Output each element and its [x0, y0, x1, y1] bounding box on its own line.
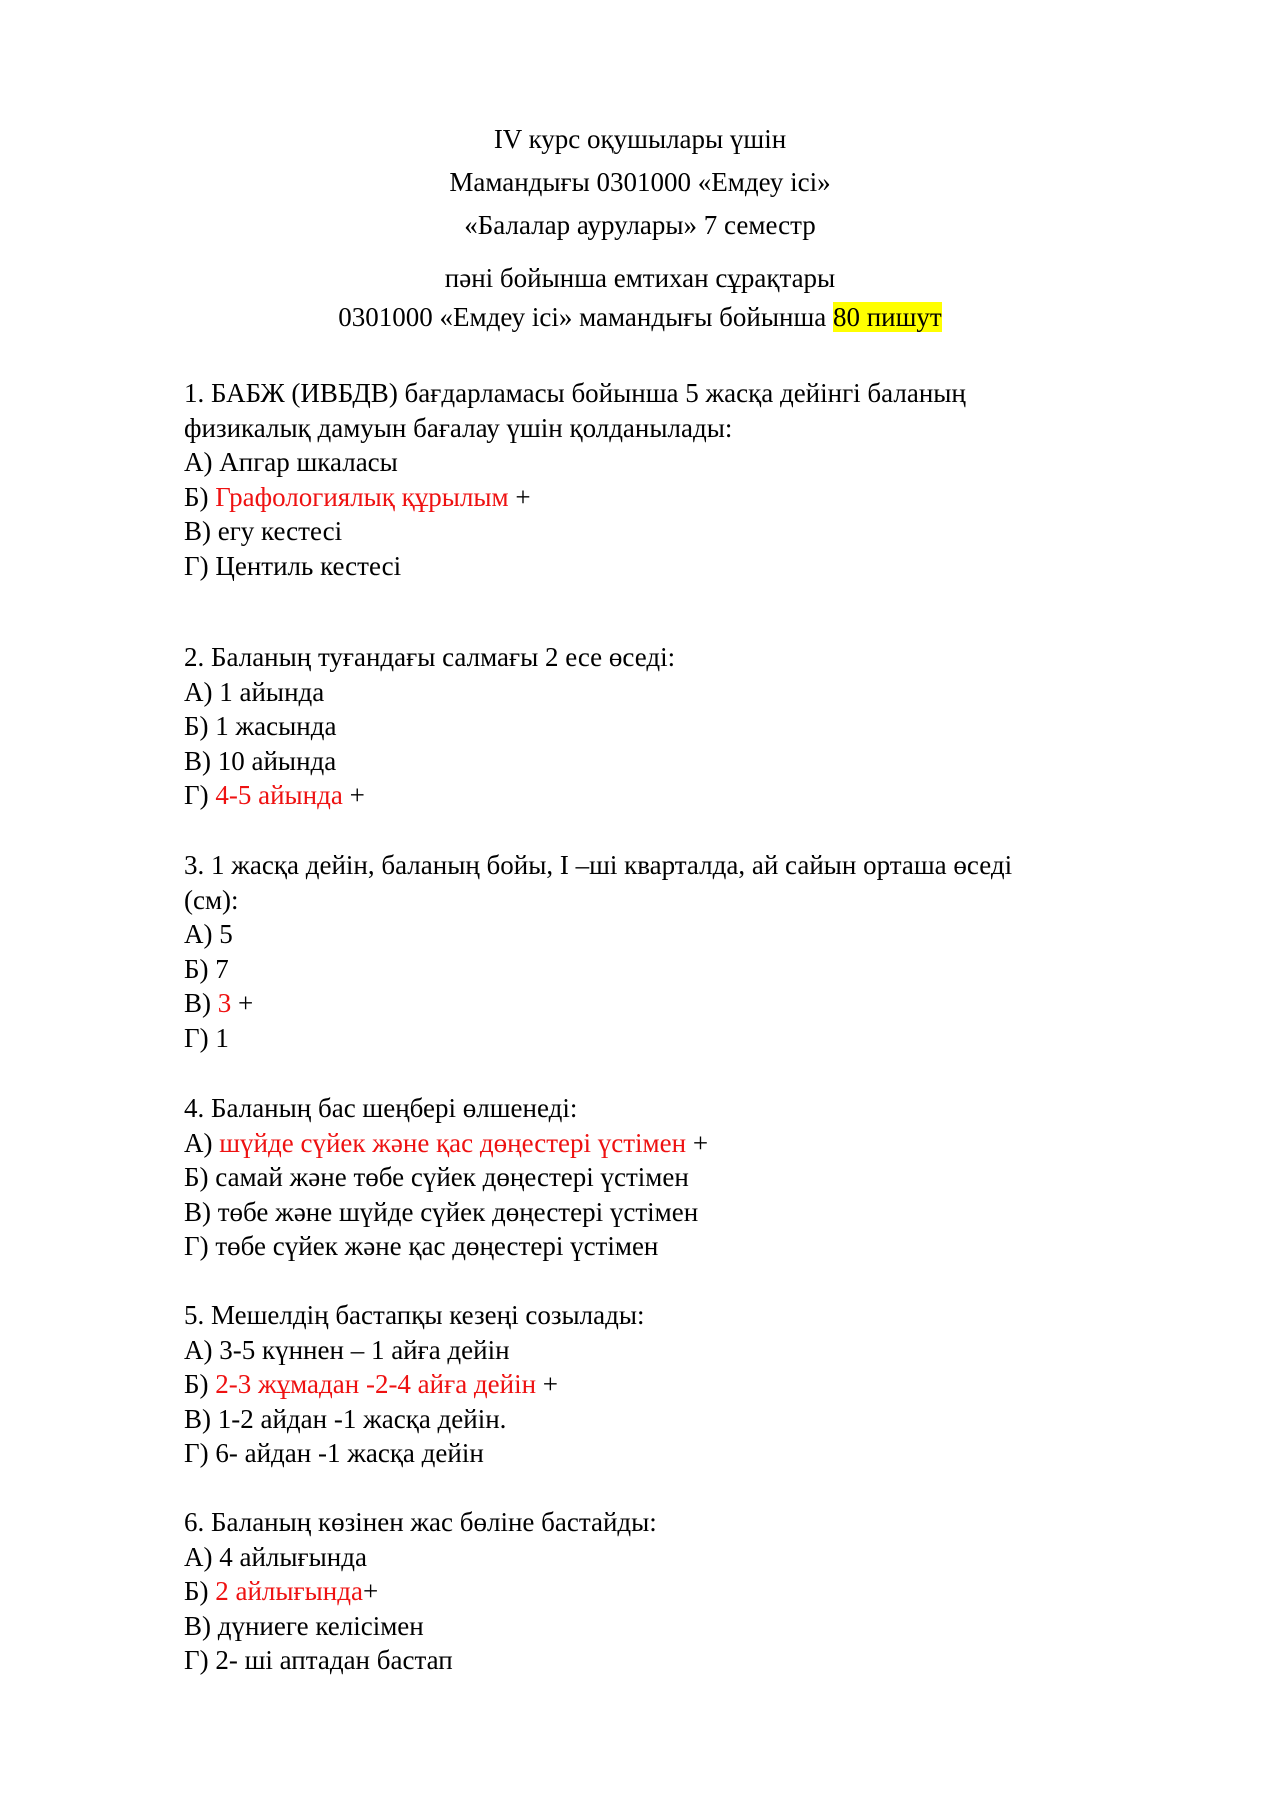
option-c — [184, 1195, 1144, 1230]
option-prefix: Г) — [184, 1022, 216, 1053]
question-3 — [184, 848, 1144, 1055]
option-prefix: Г) — [184, 550, 216, 581]
option-prefix: Г) — [184, 1438, 216, 1468]
correct-answer-text: Графологиялық құрылым — [215, 481, 509, 512]
option-b — [184, 1367, 1144, 1402]
question-stem: физикалық дамуын бағалау үшін қолданылады: — [184, 412, 733, 443]
header-specialty: Мамандығы 0301000 «Емдеу ісі» — [449, 167, 831, 197]
option-text: 1 айында — [219, 676, 325, 707]
option-text: дүниеге келісімен — [217, 1610, 424, 1641]
option-prefix: Б) — [184, 953, 216, 984]
option-text: 7 — [215, 953, 229, 984]
option-prefix: Б) — [184, 1162, 216, 1192]
option-b — [184, 1160, 1144, 1195]
correct-answer-text: шүйде сүйек және қас дөңестері үстімен — [219, 1127, 687, 1158]
option-d — [184, 1436, 1144, 1471]
question-stem: 6. Баланың көзінен жас бөліне бастайды: — [184, 1507, 657, 1537]
question-1 — [184, 376, 1144, 583]
option-a — [184, 1333, 1144, 1368]
option-prefix: А) — [184, 1127, 220, 1158]
option-prefix: Б) — [184, 1576, 216, 1606]
option-b — [184, 952, 1144, 987]
option-prefix: Г) — [184, 1231, 216, 1261]
question-6 — [184, 1505, 1144, 1678]
option-b — [184, 480, 1144, 515]
option-c — [184, 1609, 1144, 1644]
correct-mark: + — [686, 1127, 709, 1158]
question-stem: 2. Баланың туғандағы салмағы 2 есе өседі: — [184, 642, 676, 672]
option-text: 1-2 айдан -1 жасқа дейін. — [217, 1403, 507, 1434]
option-text: 1 — [215, 1022, 229, 1053]
option-prefix: В) — [184, 745, 218, 776]
option-prefix: В) — [184, 1610, 218, 1641]
option-text: егу кестесі — [217, 516, 343, 546]
option-prefix: В) — [184, 516, 218, 546]
correct-answer-text: 3 — [217, 988, 232, 1018]
correct-mark: + — [231, 988, 254, 1018]
highlighted-count: 80 пишут — [832, 302, 942, 332]
header-exam-title: пәні бойынша емтихан сұрақтары — [444, 263, 836, 293]
option-d — [184, 549, 1144, 584]
option-text: 3-5 күннен – 1 айға дейін — [219, 1334, 510, 1365]
option-prefix: В) — [184, 1196, 218, 1227]
option-text: Апгар шкаласы — [219, 447, 398, 477]
option-a — [184, 917, 1144, 952]
option-prefix: В) — [184, 988, 218, 1018]
option-text: 5 — [219, 919, 233, 949]
option-text: самай және төбе сүйек дөңестері үстімен — [215, 1162, 689, 1192]
option-a — [184, 675, 1144, 710]
option-prefix: Г) — [184, 1645, 216, 1675]
correct-mark: + — [362, 1576, 379, 1606]
option-prefix: Б) — [184, 711, 216, 741]
question-4 — [184, 1091, 1144, 1264]
header-specialty-count — [0, 302, 1280, 333]
option-d — [184, 1643, 1144, 1678]
option-text: төбе және шүйде сүйек дөңестері үстімен — [217, 1196, 699, 1227]
question-stem: 3. 1 жасқа дейін, баланың бойы, I –ші кварталда, ай сайын орташа өседі — [184, 850, 1013, 880]
option-d — [184, 1021, 1144, 1056]
option-a — [184, 1540, 1144, 1575]
option-d — [184, 778, 1144, 813]
option-c — [184, 986, 1144, 1021]
option-b — [184, 709, 1144, 744]
option-prefix: А) — [184, 1541, 220, 1572]
option-text: төбе сүйек және қас дөңестері үстімен — [215, 1231, 659, 1261]
correct-mark: + — [342, 780, 365, 810]
option-text: 2- ші аптадан бастап — [215, 1645, 453, 1675]
header-specialty-text: 0301000 «Емдеу ісі» мамандығы бойынша — [338, 302, 833, 332]
option-prefix: А) — [184, 919, 220, 949]
header-subject: «Балалар аурулары» 7 семестр — [464, 210, 816, 240]
question-stem: 4. Баланың бас шеңбері өлшенеді: — [184, 1093, 578, 1123]
question-2 — [184, 640, 1144, 813]
correct-mark: + — [536, 1369, 559, 1399]
option-prefix: Г) — [184, 780, 216, 810]
option-prefix: В) — [184, 1403, 218, 1434]
option-c — [184, 744, 1144, 779]
option-d — [184, 1229, 1144, 1264]
question-stem: 5. Мешелдің бастапқы кезеңі созылады: — [184, 1300, 645, 1330]
option-text: 6- айдан -1 жасқа дейін — [215, 1438, 484, 1468]
question-5 — [184, 1298, 1144, 1471]
option-c — [184, 1402, 1144, 1437]
option-c — [184, 514, 1144, 549]
option-text: 4 айлығында — [219, 1541, 367, 1572]
question-stem: 1. БАБЖ (ИВБДВ) бағдарламасы бойынша 5 жасқа дейінгі баланың — [184, 378, 966, 408]
correct-answer-text: 2-3 жұмадан -2-4 айға дейін — [215, 1369, 537, 1399]
option-prefix: Б) — [184, 1369, 216, 1399]
header-course: IV курс оқушылары үшін — [493, 124, 787, 154]
option-a — [184, 1126, 1144, 1161]
option-text: 1 жасында — [215, 711, 337, 741]
correct-answer-text: 4-5 айында — [215, 780, 343, 810]
option-a — [184, 445, 1144, 480]
option-prefix: А) — [184, 447, 220, 477]
correct-answer-text: 2 айлығында — [215, 1576, 363, 1606]
option-text: Центиль кестесі — [215, 550, 402, 581]
option-text: 10 айында — [217, 745, 337, 776]
correct-mark: + — [508, 481, 531, 512]
option-b — [184, 1574, 1144, 1609]
option-prefix: А) — [184, 1334, 220, 1365]
option-prefix: А) — [184, 676, 220, 707]
question-stem: (см): — [184, 884, 239, 915]
option-prefix: Б) — [184, 481, 216, 512]
